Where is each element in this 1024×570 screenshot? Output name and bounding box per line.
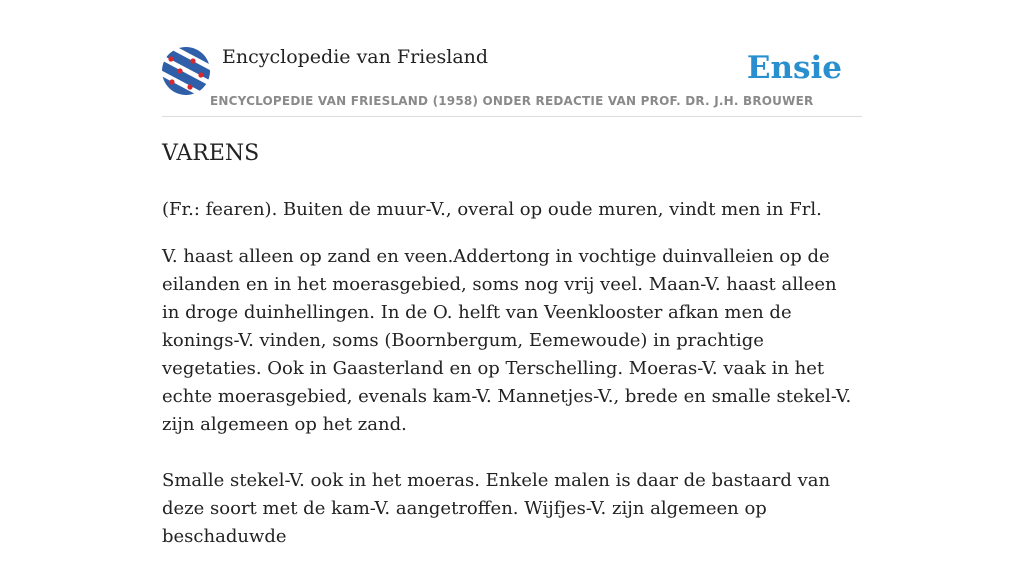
article-paragraph: Smalle stekel-V. ook in het moeras. Enkele malen is daar de bastaard van deze soort met de kam-V. aangetroffen. Wijfjes-V. zijn algemeen op beschaduwde [162,470,831,547]
site-subtitle: ENCYCLOPEDIE VAN FRIESLAND (1958) ONDER REDACTIE VAN PROF. DR. J.H. BROUWER [210,94,814,108]
article-paragraph: (Fr.: fearen). Buiten de muur-V., overal op oude muren, vindt men in Frl. [162,199,822,220]
article [162,138,852,570]
article-title: VARENS [162,141,260,166]
site-header [162,44,862,117]
brand-logo-text[interactable]: Ensie [746,50,842,86]
frisian-flag-logo-icon[interactable] [162,47,210,95]
site-title[interactable]: Encyclopedie van Friesland [222,46,489,68]
article-paragraph: V. haast alleen op zand en veen.Addertong in vochtige duinvalleien op de eilanden en in het moerasgebied, soms nog vrij veel. Maan-V. haast alleen in droge duinhellingen. In de O. helft van Veenklooster afkan men de konings-V. vinden, soms (Boornbergum, Eemewoude) in prachtige vegetaties. Ook in Gaasterland en op Terschelling. Moeras-V. vaak in het echte moerasgebied, evenals kam-V. Mannetjes-V., brede en smalle stekel-V. zijn algemeen op het zand. [162,246,852,435]
